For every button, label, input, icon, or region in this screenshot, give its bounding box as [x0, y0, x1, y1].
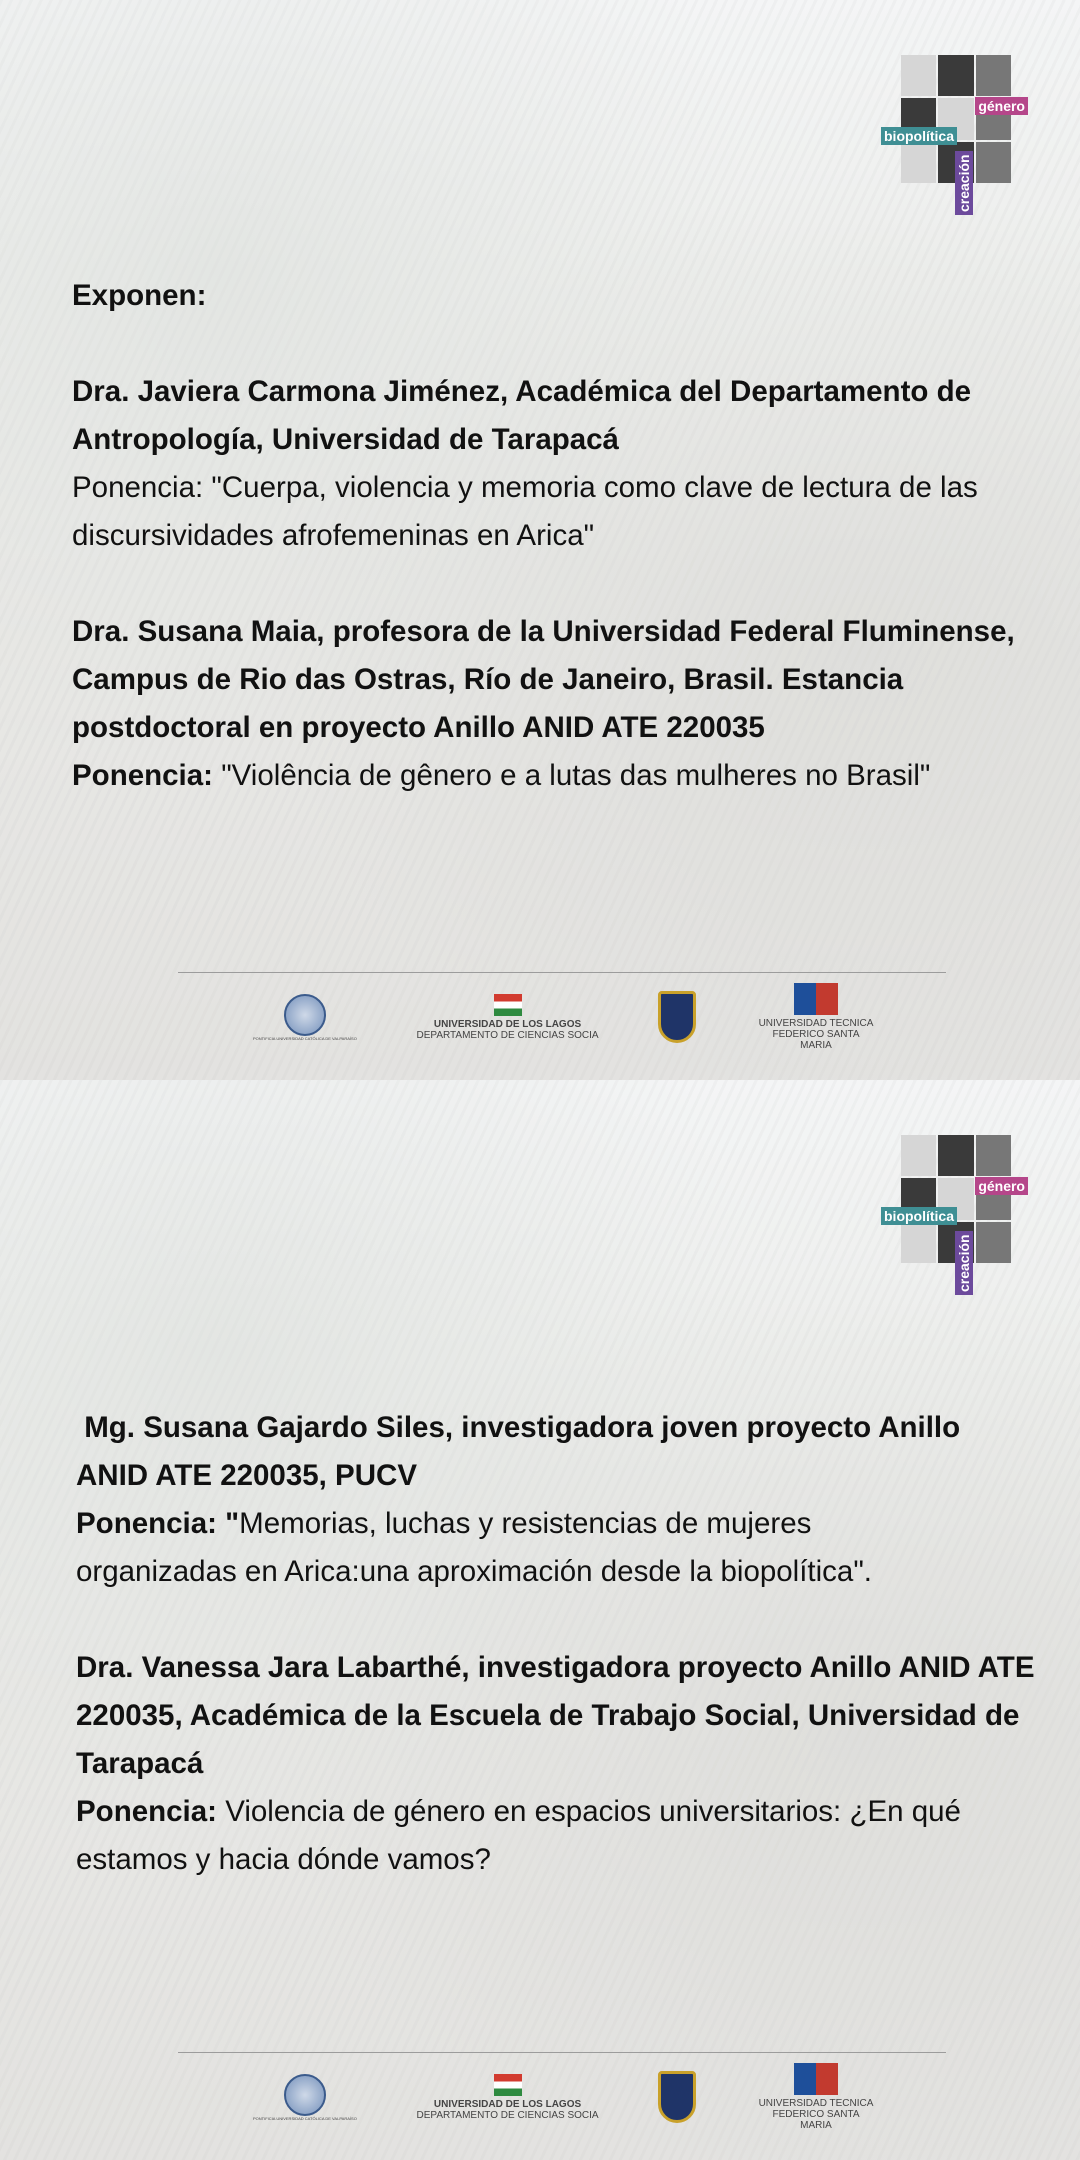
- ulagos-flag-icon: [494, 2074, 522, 2096]
- speaker-name-text: Mg. Susana Gajardo Siles, investigadora joven proyecto Anillo ANID ATE 220035, PUCV: [76, 1411, 961, 1492]
- uta-shield-icon: [658, 2071, 696, 2123]
- ponencia-text: Ponencia: "Cuerpa, violencia y memoria como clave de lectura de las discursividades afrofemeninas en Arica": [72, 471, 978, 552]
- footer-divider: [178, 2052, 946, 2053]
- institution-logo: [756, 983, 876, 1051]
- speaker-ponencia: [76, 1788, 1016, 1884]
- speaker-name: Dra. Vanessa Jara Labarthé, investigadora proyecto Anillo ANID ATE 220035, Académica de la Escuela de Trabajo Social, Universidad de Tarapacá: [76, 1651, 1035, 1780]
- speaker-name: [76, 1404, 1036, 1500]
- project-logo: [884, 1135, 1025, 1300]
- institution-name: PONTIFICIA UNIVERSIDAD CATÓLICA DE VALPARAÍSO: [253, 1035, 357, 1041]
- institution-logo: [756, 2063, 876, 2131]
- ulagos-flag-icon: [494, 994, 522, 1016]
- pucv-seal-icon: [284, 994, 326, 1036]
- speaker-ponencia: [72, 752, 1032, 800]
- logo-tag-biopolitica: biopolítica: [881, 1207, 957, 1225]
- ponencia-label: Ponencia:: [76, 1795, 217, 1828]
- institution-subtext: DEPARTAMENTO DE CIENCIAS SOCIA: [416, 2109, 599, 2121]
- institution-logo: [417, 994, 599, 1041]
- speaker-ponencia: [76, 1500, 976, 1596]
- speaker-name: Dra. Javiera Carmona Jiménez, Académica del Departamento de Antropología, Universidad de Tarapacá: [72, 375, 972, 456]
- institution-name: UNIVERSIDAD DE LOS LAGOS: [433, 2098, 582, 2110]
- ponencia-label: Ponencia: ": [76, 1507, 240, 1540]
- institution-logo: [253, 994, 357, 1041]
- ponencia-text: Memorias, luchas y resistencias de mujeres organizadas en Arica:una aproximación desde la biopolítica".: [76, 1507, 872, 1588]
- institution-logo: [658, 2071, 696, 2123]
- ponencia-label: Ponencia:: [72, 759, 213, 792]
- pucv-seal-icon: [284, 2074, 326, 2116]
- logo-tag-creacion: creación: [955, 151, 973, 215]
- institution-logo: [253, 2074, 357, 2121]
- usm-crest-icon: [794, 2063, 838, 2095]
- speaker-ponencia: [72, 464, 1032, 560]
- speaker-name: Dra. Susana Maia, profesora de la Universidad Federal Fluminense, Campus de Rio das Ostras, Río de Janeiro, Brasil. Estancia postdoctoral en proyecto Anillo ANID ATE 220035: [72, 615, 1015, 744]
- uta-shield-icon: [658, 991, 696, 1043]
- usm-crest-icon: [794, 983, 838, 1015]
- institution-subtext: DEPARTAMENTO DE CIENCIAS SOCIA: [416, 1029, 599, 1041]
- logo-tag-biopolitica: biopolítica: [881, 127, 957, 145]
- institutions-footer: [178, 2062, 946, 2132]
- logo-tag-creacion: creación: [955, 1231, 973, 1295]
- institution-name: PONTIFICIA UNIVERSIDAD CATÓLICA DE VALPARAÍSO: [253, 2115, 357, 2121]
- ponencia-text: "Violência de gênero e a lutas das mulheres no Brasil": [221, 759, 931, 792]
- footer-divider: [178, 972, 946, 973]
- ponencia-text: Violencia de género en espacios universitarios: ¿En qué estamos y hacia dónde vamos?: [76, 1795, 961, 1876]
- slide-2: [0, 1080, 1080, 2160]
- institutions-footer: [178, 982, 946, 1052]
- speakers-block-1: [72, 272, 1032, 800]
- section-heading: Exponen:: [72, 279, 207, 312]
- institution-name: UNIVERSIDAD DE LOS LAGOS: [433, 1018, 582, 1030]
- institution-name: UNIVERSIDAD TECNICA FEDERICO SANTA MARIA: [758, 2098, 874, 2131]
- logo-tag-genero: género: [975, 97, 1028, 115]
- logo-tag-genero: género: [975, 1177, 1028, 1195]
- project-logo: [884, 55, 1025, 220]
- institution-logo: [417, 2074, 599, 2121]
- institution-logo: [658, 991, 696, 1043]
- speakers-block-2: [76, 1404, 1036, 1884]
- institution-name: UNIVERSIDAD TECNICA FEDERICO SANTA MARIA: [758, 1018, 874, 1051]
